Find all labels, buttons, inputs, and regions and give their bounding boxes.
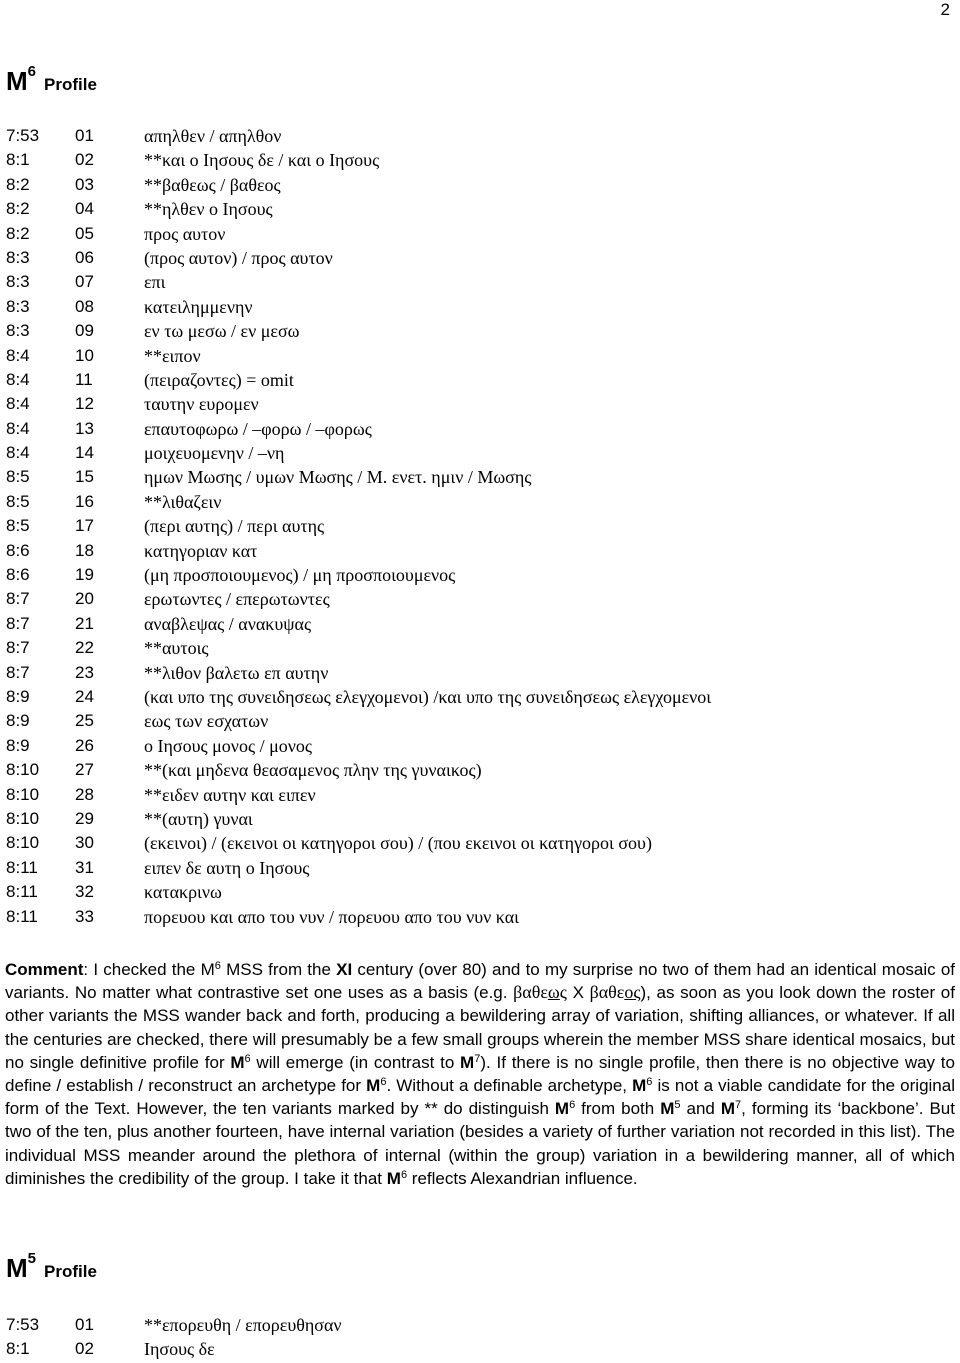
variant-text: **επορευθη / επορευθησαν [144,1315,342,1335]
verse-ref: 8:7 [6,589,30,609]
verse-ref: 8:5 [6,467,30,487]
comment-text: will emerge (in contrast to [250,1052,461,1072]
variant-row [6,417,711,441]
variant-row [6,783,711,807]
section-heading-m5 [6,1250,97,1284]
variant-row [6,173,711,197]
variant-row [6,441,711,465]
variant-row [6,270,711,294]
variant-number: 06 [75,247,94,267]
variant-number: 04 [75,199,94,219]
comment-paragraph [5,958,955,1190]
verse-ref: 8:1 [6,150,30,170]
variant-row [6,368,711,392]
variant-text: μοιχευομενην / –νη [144,443,285,464]
heading-superscript: 6 [27,63,37,80]
comment-text: ). If there is no single profile, then there is no objective way to define / establish / reconstruct an archetype for [5,1052,955,1096]
verse-ref: 8:6 [6,540,30,560]
variant-number: 22 [75,638,94,658]
heading-label: Profile [44,1262,97,1281]
superscript: 5 [674,1099,681,1112]
variant-text: αναβλεψας / ανακυψας [144,613,312,634]
variant-text: απηλθεν / απηλθον [144,126,282,146]
variant-number: 13 [75,418,94,438]
verse-ref: 8:2 [6,199,30,219]
variant-number: 02 [75,150,94,170]
variant-text: εν τω μεσω / εν μεσω [144,321,300,342]
variant-row [6,612,711,636]
variant-row [6,246,711,270]
comment-text: is not a viable candidate for the original form of the Text. However, the ten variants marked by ** do distinguish [5,1076,955,1119]
variant-row [6,539,711,563]
variant-text: **ειπον [144,345,201,366]
variant-number: 10 [75,345,94,365]
variant-text: **(και μηδενα θεασαμενος πλην της γυναικος) [144,760,482,781]
manuscript-ref: M [554,1099,570,1119]
variant-list-m5 [6,1313,342,1362]
verse-ref: 8:3 [6,247,30,267]
comment-text: and [680,1099,721,1119]
variant-number: 17 [75,516,94,536]
verse-ref: 7:53 [6,126,40,145]
superscript: 7 [474,1052,481,1065]
variant-number: 33 [75,906,94,926]
manuscript-ref: M [230,1052,245,1072]
manuscript-ref: M [660,1099,675,1119]
verse-ref: 8:9 [6,711,30,731]
variant-text: **ειδεν αυτην και ειπεν [144,784,316,805]
manuscript-ref: M [366,1076,381,1096]
variant-number: 03 [75,174,94,194]
verse-ref: 8:2 [6,223,30,243]
verse-ref: 8:4 [6,394,30,414]
variant-row [6,709,711,733]
variant-row [6,148,711,172]
variant-number: 26 [75,735,94,755]
superscript: 6 [244,1052,251,1065]
variant-number: 28 [75,784,94,804]
heading-label: Profile [44,75,97,94]
variant-number: 02 [75,1339,94,1359]
verse-ref: 8:10 [6,833,40,853]
superscript: 6 [400,1168,408,1181]
variant-number: 01 [75,1315,94,1334]
verse-ref: 8:11 [6,906,38,926]
verse-ref: 8:4 [6,418,30,438]
variant-number: 16 [75,491,94,511]
variant-row [6,1337,342,1361]
variant-number: 25 [75,711,94,731]
variant-number: 23 [75,662,94,682]
verse-ref: 8:4 [6,369,30,389]
variant-text: (μη προσποιουμενος) / μη προσποιουμενος [144,565,456,586]
variant-text: επαυτοφωρω / –φορω / –φορως [144,418,372,439]
variant-list-m6 [6,124,711,929]
variant-number: 11 [75,369,93,389]
comment-text: from both [575,1099,661,1119]
superscript: 6 [646,1076,653,1089]
verse-ref: 8:11 [6,857,38,877]
variant-row [6,880,711,904]
variant-number: 01 [75,126,94,145]
variant-number: 21 [75,613,94,633]
variant-row [6,636,711,660]
superscript: 6 [214,960,221,972]
verse-ref: 8:10 [6,808,40,828]
verse-ref: 8:5 [6,491,30,511]
manuscript-ref: M [720,1099,736,1119]
variant-number: 09 [75,321,94,341]
variant-text: πορευου και απο του νυν / πορευου απο του νυν και [144,906,519,927]
verse-ref: 8:4 [6,443,30,463]
variant-row [6,319,711,343]
manuscript-ref: M [632,1076,647,1096]
variant-row [6,758,711,782]
variant-row [6,1313,342,1337]
heading-superscript: 5 [27,1250,37,1267]
variant-text: ερωτωντες / επερωτωντες [144,589,330,610]
manuscript-ref: M [386,1168,401,1188]
century-label: XI [336,960,353,979]
variant-text: **αυτοις [144,638,209,659]
variant-row [6,392,711,416]
superscript: 6 [569,1099,576,1112]
variant-text: εως των εσχατων [144,711,269,732]
variant-text: **βαθεως / βαθεος [144,174,281,195]
variant-text: ειπεν δε αυτη ο Ιησους [144,857,310,878]
variant-text: ημων Μωσης / υμων Μωσης / Μ. ενετ. ημιν / Μωσης [144,467,532,488]
comment-text: century (over 80) and to my surprise no two of them had an identical mosaic of variants. No matter what contrastive set one uses as a basis (e.g. [5,960,955,1003]
comment-label: Comment [5,960,84,979]
variant-text: προς αυτον [144,223,226,244]
verse-ref: 8:7 [6,662,30,682]
verse-ref: 8:6 [6,565,30,585]
variant-text: Ιησους δε [144,1339,215,1360]
comment-text: MSS from the [220,960,337,979]
comment-text: , forming its ‘backbone’. But two of the ten, plus another fourteen, have internal variation (besides a variety of further variation not recorded in this list). The individual MSS meander around the plethora of internal (within the group) variation in a bewildering manner, all of which diminishes the credibility of the group. I take it that [5,1099,955,1188]
variant-row [6,905,711,929]
variant-number: 30 [75,833,94,853]
verse-ref: 8:5 [6,516,30,536]
variant-number: 20 [75,589,94,609]
heading-manuscript: M [6,66,28,96]
variant-number: 12 [75,394,94,414]
comment-text: X [566,983,590,1003]
variant-text: κατακρινω [144,882,222,903]
variant-row [6,563,711,587]
variant-number: 27 [75,760,94,780]
verse-ref: 8:3 [6,321,30,341]
variant-row [6,661,711,685]
verse-ref: 8:1 [6,1339,30,1359]
comment-text: ), as soon as you look down the roster of other variants the MSS wander back and forth, producing a bewildering array of variation, shifting alliances, or whatever. If all the centuries are checked, there will presumably be a few small groups wherein the member MSS share identical mosaics, but no single definitive profile for [5,983,955,1072]
variant-text: κατειλημμενην [144,296,253,317]
verse-ref: 8:2 [6,174,30,194]
variant-text: (περι αυτης) / περι αυτης [144,516,325,537]
variant-row [6,831,711,855]
variant-row [6,295,711,319]
variant-row [6,222,711,246]
verse-ref: 8:3 [6,272,30,292]
greek-example-1: βαθεως [513,982,567,1003]
verse-ref: 8:7 [6,613,30,633]
comment-text: : I checked the M [83,960,215,979]
section-heading-m6 [6,63,97,97]
variant-text: ταυτην ευρομεν [144,394,259,415]
verse-ref: 8:9 [6,686,30,706]
variant-number: 18 [75,540,94,560]
variant-text: **λιθον βαλετω επ αυτην [144,662,329,683]
variant-number: 32 [75,882,94,902]
variant-text: ο Ιησους μονος / μονος [144,735,312,756]
variant-number: 07 [75,272,94,292]
comment-text: . Without a definable archetype, [386,1076,633,1096]
variant-row [6,465,711,489]
variant-row [6,734,711,758]
variant-number: 29 [75,808,94,828]
variant-number: 14 [75,443,94,463]
verse-ref: 8:11 [6,882,38,902]
variant-row [6,587,711,611]
variant-row [6,807,711,831]
heading-manuscript: M [6,1253,28,1283]
variant-row [6,685,711,709]
verse-ref: 8:9 [6,735,30,755]
verse-ref: 8:10 [6,760,40,780]
variant-text: κατηγοριαν κατ [144,540,258,561]
variant-row [6,490,711,514]
variant-number: 05 [75,223,94,243]
variant-row [6,124,711,148]
variant-text: (και υπο της συνειδησεως ελεγχομενοι) /και υπο της συνειδησεως ελεγχομενοι [144,686,712,707]
variant-text: επι [144,272,166,293]
verse-ref: 8:3 [6,296,30,316]
variant-row [6,856,711,880]
variant-text: (πειραζοντες) = omit [144,369,294,390]
variant-text: (εκεινοι) / (εκεινοι οι κατηγοροι σου) / (που εκεινοι οι κατηγοροι σου) [144,833,652,854]
variant-row [6,514,711,538]
verse-ref: 7:53 [6,1315,40,1334]
variant-row [6,197,711,221]
variant-row [6,344,711,368]
variant-number: 15 [75,467,94,487]
superscript: 7 [735,1099,742,1112]
verse-ref: 8:7 [6,638,30,658]
greek-example-2: βαθεος [589,982,641,1003]
variant-number: 31 [75,857,94,877]
comment-text: reflects Alexandrian influence. [407,1168,638,1188]
variant-text: **λιθαζειν [144,491,222,512]
verse-ref: 8:4 [6,345,30,365]
manuscript-ref: M [460,1052,475,1072]
variant-text: (προς αυτον) / προς αυτον [144,247,333,268]
superscript: 6 [380,1076,387,1089]
variant-text: **(αυτη) γυναι [144,808,253,829]
variant-number: 08 [75,296,94,316]
variant-text: **ηλθεν ο Ιησους [144,199,273,220]
variant-text: **και ο Ιησους δε / και ο Ιησους [144,150,380,171]
page-number: 2 [940,0,950,19]
variant-number: 24 [75,686,94,706]
verse-ref: 8:10 [6,784,40,804]
variant-number: 19 [75,565,94,585]
